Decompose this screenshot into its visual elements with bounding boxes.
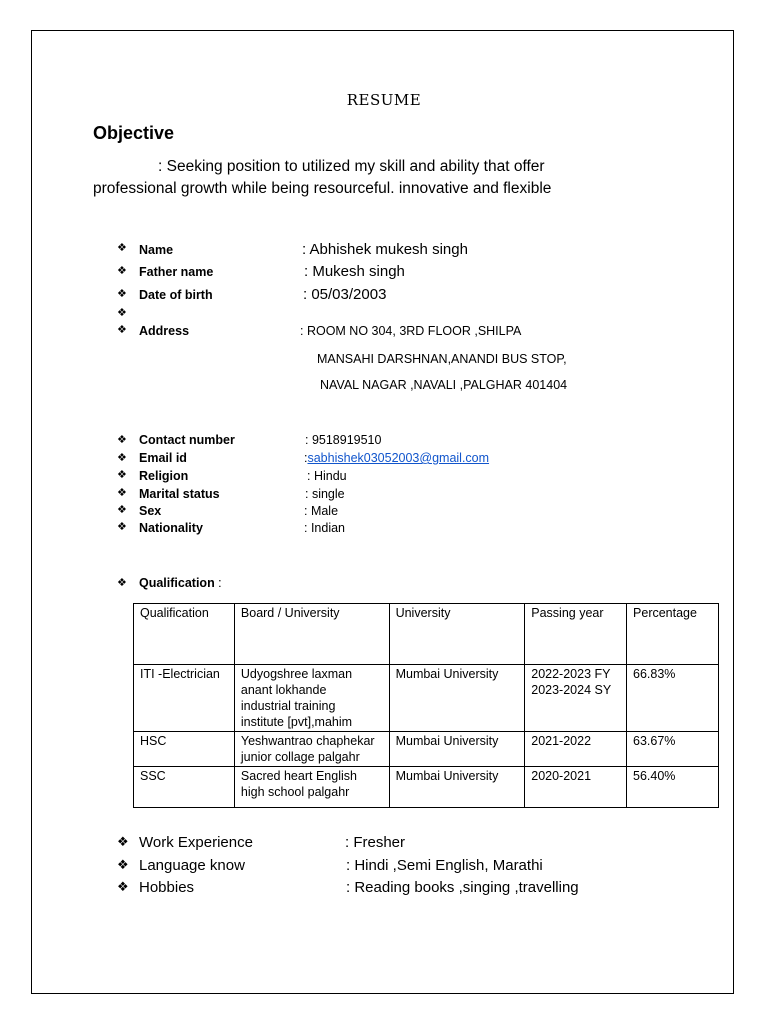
bullet-icon: ❖ [117,576,127,589]
board-line: Sacred heart English [240,769,357,783]
bullet-icon: ❖ [117,287,127,300]
header-cell: University [389,604,525,665]
qualification-colon: : [214,576,222,590]
objective-line-2: professional growth while being resourceful. innovative and flexible [93,180,552,197]
work-experience-label: Work Experience [139,834,253,851]
father-name-label: Father name [139,265,214,279]
board-line: institute [pvt],mahim [240,715,353,729]
sex-value: : Male [304,504,339,518]
table-cell: HSC [134,732,235,767]
bullet-icon: ❖ [117,241,127,254]
nationality-value: : Indian [304,521,346,535]
qualification-table [133,603,719,808]
religion-value: : Hindu [307,469,347,483]
table-cell: 63.67% [627,732,719,767]
table-cell: 66.83% [627,665,719,732]
bullet-icon: ❖ [117,880,129,895]
sex-label: Sex [139,504,162,518]
table-cell: ITI -Electrician [134,665,235,732]
table-row [134,732,719,767]
header-cell: Qualification [134,604,235,665]
bullet-icon: ❖ [117,486,127,499]
table-cell [234,732,389,767]
name-label: Name [139,243,174,257]
bullet-icon: ❖ [117,323,127,336]
hobbies-label: Hobbies [139,879,195,896]
email-value [304,451,489,465]
board-line: industrial training [240,699,336,713]
name-value: : Abhishek mukesh singh [302,241,468,258]
marital-status-label: Marital status [139,487,220,501]
dob-value: : 05/03/2003 [303,286,387,303]
resume-title: RESUME [346,91,422,109]
board-line: Yeshwantrao chaphekar [240,734,375,748]
table-cell [234,665,389,732]
table-cell [525,665,627,732]
email-link[interactable]: sabhishek03052003@gmail.com [307,451,490,465]
bullet-icon: ❖ [117,451,127,464]
address-label: Address [139,324,190,338]
qualification-label: Qualification [139,576,215,590]
qualification-heading [139,576,222,590]
language-value: : Hindi ,Semi English, Marathi [346,857,543,874]
email-label: Email id [139,451,187,465]
year-line: 2023-2024 SY [531,683,612,697]
board-line: junior collage palgahr [240,750,360,764]
dob-label: Date of birth [139,288,213,302]
hobbies-value: : Reading books ,singing ,travelling [346,879,579,896]
email-colon: : [304,451,308,465]
father-name-value: : Mukesh singh [304,263,405,280]
table-cell: SSC [134,767,235,808]
bullet-icon: ❖ [117,835,129,850]
table-row [134,767,719,808]
work-experience-value: : Fresher [345,834,406,851]
nationality-label: Nationality [139,521,203,535]
address-line-2: MANSAHI DARSHNAN,ANANDI BUS STOP, [317,352,567,366]
marital-status-value: : single [305,487,345,501]
bullet-icon: ❖ [117,520,127,533]
board-line: anant lokhande [240,683,327,697]
contact-number-label: Contact number [139,433,235,447]
address-line-1: : ROOM NO 304, 3RD FLOOR ,SHILPA [300,324,522,338]
header-cell: Board / University [234,604,389,665]
header-cell: Percentage [627,604,719,665]
objective-heading: Objective [93,123,175,143]
year-line: 2022-2023 FY [531,667,611,681]
table-row [134,665,719,732]
table-cell: Mumbai University [389,732,525,767]
table-header-row [134,604,719,665]
bullet-icon: ❖ [117,433,127,446]
objective-line-1: : Seeking position to utilized my skill and ability that offer [158,158,545,175]
table-cell [234,767,389,808]
bullet-icon: ❖ [117,306,127,319]
table-cell: 2021-2022 [525,732,627,767]
bullet-icon: ❖ [117,503,127,516]
table-cell: Mumbai University [389,665,525,732]
table-cell: Mumbai University [389,767,525,808]
bullet-icon: ❖ [117,858,129,873]
contact-number-value: : 9518919510 [305,433,382,447]
religion-label: Religion [139,469,189,483]
address-line-3: NAVAL NAGAR ,NAVALI ,PALGHAR 401404 [320,378,568,392]
table-cell: 56.40% [627,767,719,808]
header-cell: Passing year [525,604,627,665]
board-line: high school palgahr [240,785,350,799]
bullet-icon: ❖ [117,468,127,481]
board-line: Udyogshree laxman [240,667,353,681]
language-label: Language know [139,857,245,874]
table-cell: 2020-2021 [525,767,627,808]
bullet-icon: ❖ [117,264,127,277]
